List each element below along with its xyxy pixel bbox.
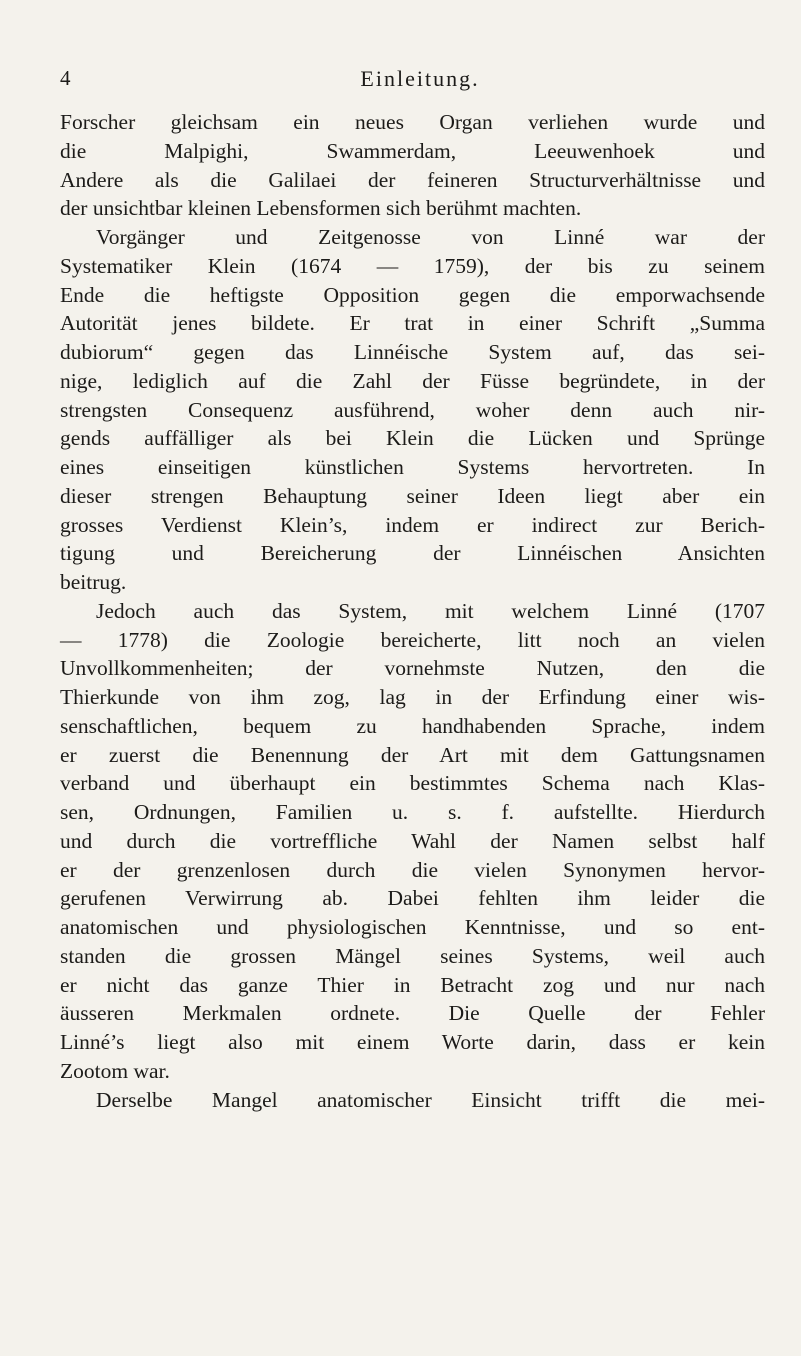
text-line: Forscher gleichsam ein neues Organ verliehen wurde und (60, 110, 765, 134)
text-line: tigung und Bereicherung der Linnéischen Ansichten (60, 541, 765, 566)
running-head: Einleitung. (360, 66, 480, 91)
page-header (60, 66, 780, 98)
text-line: sen, Ordnungen, Familien u. s. f. aufstellte. Hierdurch (60, 800, 765, 824)
text-line: Thierkunde von ihm zog, lag in der Erfindung einer wis- (60, 685, 765, 709)
page-number: 4 (60, 66, 71, 90)
text-line: gends auffälliger als bei Klein die Lücken und Sprünge (60, 426, 765, 451)
text-line: grosses Verdienst Klein’s, indem er indirect zur Berich- (60, 512, 765, 537)
text-line: Zootom war. (60, 1058, 170, 1083)
text-line: dieser strengen Behauptung seiner Ideen liegt aber ein (60, 483, 765, 508)
text-line: Derselbe Mangel anatomischer Einsicht trifft die mei- (96, 1087, 765, 1112)
text-line: Ende die heftigste Opposition gegen die emporwachsende (60, 282, 765, 307)
text-line: gerufenen Verwirrung ab. Dabei fehlten ihm leider die (60, 886, 765, 911)
text-line: Linné’s liegt also mit einem Worte darin, dass er kein (60, 1030, 765, 1054)
text-line: verband und überhaupt ein bestimmtes Schema nach Klas- (60, 771, 765, 796)
text-line: anatomischen und physiologischen Kenntnisse, und so ent- (60, 915, 765, 939)
text-line: Jedoch auch das System, mit welchem Linné (1707 (96, 598, 765, 623)
text-line: die Malpighi, Swammerdam, Leeuwenhoek und (60, 138, 765, 163)
text-line: Unvollkommenheiten; der vornehmste Nutzen, den die (60, 656, 765, 681)
text-line: er nicht das ganze Thier in Betracht zog und nur nach (60, 972, 765, 997)
text-line: Vorgänger und Zeitgenosse von Linné war der (96, 225, 765, 249)
text-line: beitrug. (60, 570, 127, 594)
text-line: er der grenzenlosen durch die vielen Synonymen hervor- (60, 857, 765, 882)
text-line: Andere als die Galilaei der feineren Structurverhältnisse und (60, 167, 765, 192)
text-line: nige, lediglich auf die Zahl der Füsse begründete, in der (60, 368, 765, 393)
text-line: strengsten Consequenz ausführend, woher denn auch nir- (60, 397, 765, 422)
text-line: senschaftlichen, bequem zu handhabenden Sprache, indem (60, 713, 765, 738)
text-line: eines einseitigen künstlichen Systems hervortreten. In (60, 455, 765, 479)
text-line: äusseren Merkmalen ordnete. Die Quelle der Fehler (60, 1001, 765, 1026)
text-line: der unsichtbar kleinen Lebensformen sich berühmt machten. (60, 196, 582, 221)
text-line: standen die grossen Mängel seines Systems, weil auch (60, 943, 765, 968)
body-text (60, 108, 765, 1114)
text-line: — 1778) die Zoologie bereicherte, litt noch an vielen (60, 627, 765, 652)
text-line: dubiorum“ gegen das Linnéische System auf, das sei- (60, 340, 765, 364)
text-line: er zuerst die Benennung der Art mit dem Gattungsnamen (60, 742, 765, 767)
text-line: Systematiker Klein (1674 — 1759), der bis zu seinem (60, 253, 765, 278)
text-line: und durch die vortreffliche Wahl der Namen selbst half (60, 828, 765, 853)
text-line: Autorität jenes bildete. Er trat in einer Schrift „Summa (60, 311, 765, 336)
